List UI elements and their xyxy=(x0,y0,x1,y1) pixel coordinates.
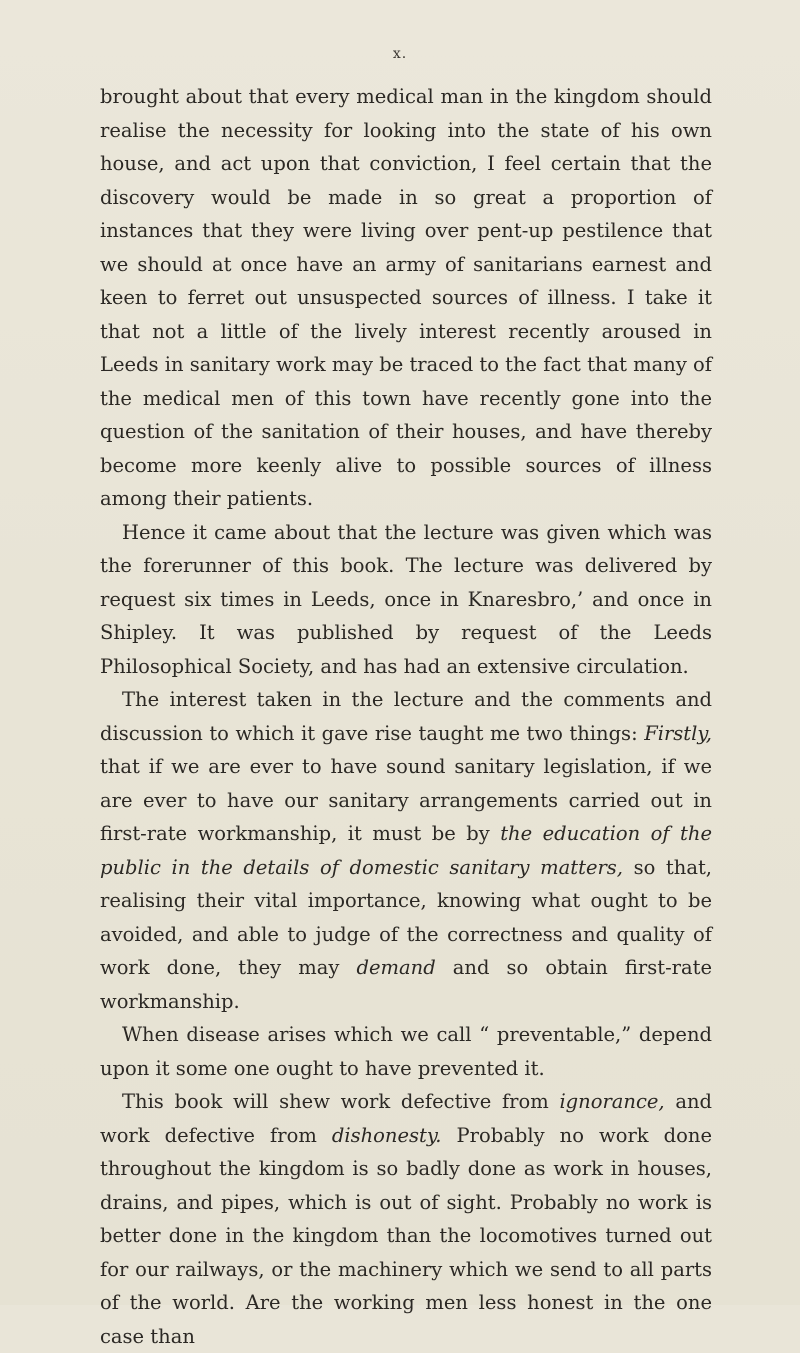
text-run: so that, realising their vital importance, knowing what ought to be avoided, and able to judge of the correctness and quality of work done, they may xyxy=(100,855,712,979)
text-run: Hence it came about that the lecture was given which was the forerunner of this book. The lecture was delivered by request six times in Leeds, once in Knaresbro,’ and once in Shipley. It was published by request of the Leeds Philosophical Society, and has had an extensive circulation. xyxy=(100,520,712,678)
text-run: Probably no work done throughout the kingdom is so badly done as work in houses, drains, and pipes, which is out of sight. Probably no work is better done in the kingdom than the locomotives turned out for our railways, or the machinery which we send to all parts of the world. Are the working men less honest in the one case than xyxy=(100,1123,712,1348)
page-number: x. xyxy=(392,46,408,62)
text-run: and so obtain first-rate workmanship. xyxy=(100,956,712,1013)
italic-text: Firstly, xyxy=(644,721,712,745)
text-run: brought about that every medical man in the kingdom should realise the necessity for looking into the state of his own house, and act upon that conviction, I feel certain that the discovery would be made in so great a proportion of instances that they were living over pent-up pestilence that we should at once have an army of sanitarians earnest and keen to ferret out unsuspected sources of illness. I take it that not a little of the lively interest recently aroused in Leeds in sanitary work may be traced to the fact that many of the medical men of this town have recently gone into the question of the sanitation of their houses, and have thereby become more keenly alive to possible sources of illness among their patients. xyxy=(100,85,712,510)
paragraph-3 xyxy=(100,683,712,1018)
paragraph-4 xyxy=(100,1018,712,1085)
italic-text: demand xyxy=(356,956,436,979)
paragraph-5 xyxy=(100,1085,712,1353)
paragraph-2 xyxy=(100,516,712,684)
italic-text: ignorance, xyxy=(559,1090,665,1113)
text-run: This book will shew work defective from xyxy=(122,1090,560,1113)
italic-text: the education of the public in the details of domestic sanitary matters, xyxy=(100,822,712,879)
body-text xyxy=(100,80,712,1353)
text-run: When disease arises which we call “ preventable,” depend upon it some one ought to have prevented it. xyxy=(100,1023,712,1080)
text-run: The interest taken in the lecture and the comments and discussion to which it gave rise taught me two things: xyxy=(100,688,712,745)
text-run: and work defective from xyxy=(100,1090,713,1147)
italic-text: dishonesty. xyxy=(331,1123,442,1147)
text-run: that if we are ever to have sound sanitary legislation, if we are ever to have our sanitary arrangements carried out in first-rate workmanship, it must be by xyxy=(100,755,712,845)
paragraph-1 xyxy=(100,80,712,516)
